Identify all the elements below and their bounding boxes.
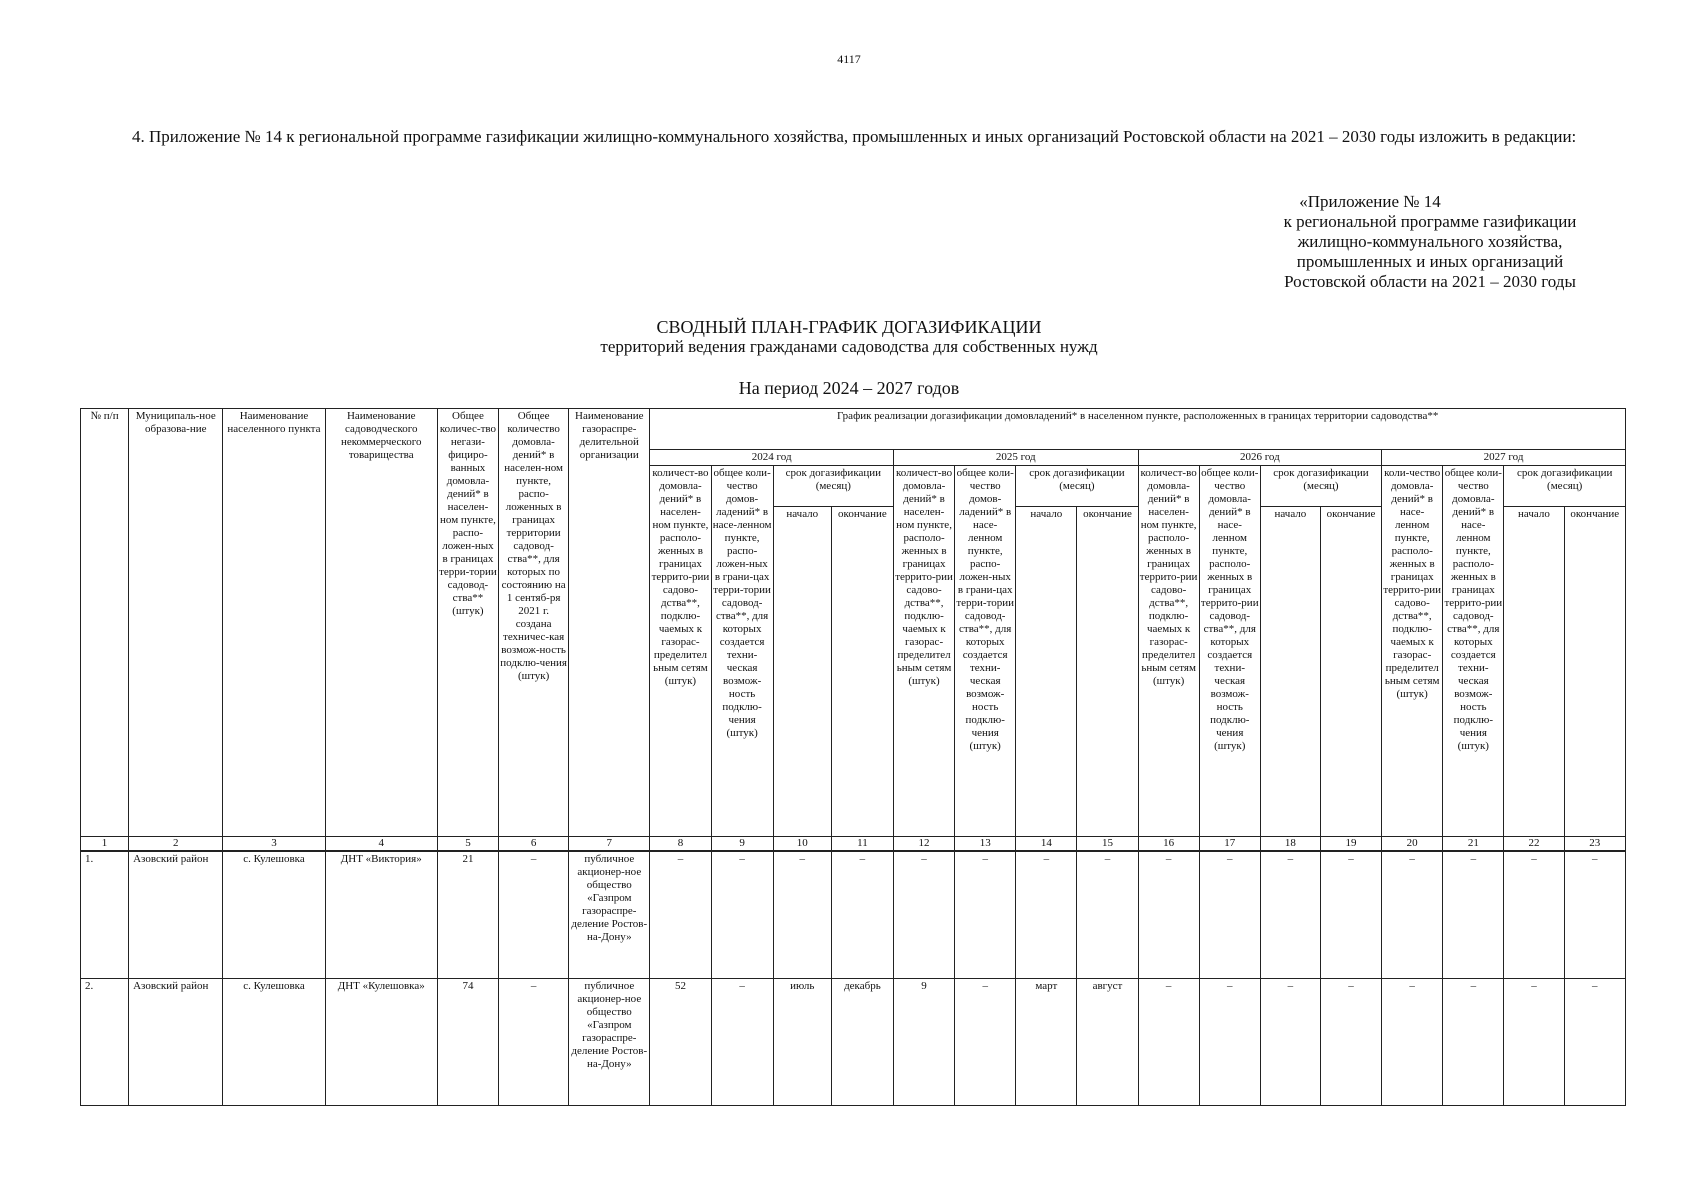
row-num: 1. — [81, 851, 129, 979]
header-num: № п/п — [81, 409, 129, 837]
column-number: 15 — [1077, 837, 1138, 852]
row-cell: – — [1443, 851, 1504, 979]
column-number: 18 — [1260, 837, 1320, 852]
column-number: 16 — [1138, 837, 1199, 852]
column-number: 14 — [1016, 837, 1077, 852]
column-number: 2 — [129, 837, 223, 852]
row-cell: 52 — [650, 979, 711, 1106]
row-cell: – — [1016, 851, 1077, 979]
subheader-total-tech: общее коли-чество домов-ладений* в насе-ленном пункте, распо-ложен-ных в грани-цах терри-тории садовод-ства**, для которых создается техни-ческая возмож-ность подклю-чения (штук) — [955, 466, 1016, 837]
subheader-end: окончание — [1077, 507, 1138, 837]
row-total-tech-possible: – — [499, 979, 569, 1106]
column-number: 10 — [773, 837, 831, 852]
row-cell: – — [773, 851, 831, 979]
column-number: 17 — [1199, 837, 1260, 852]
row-cell: – — [831, 851, 893, 979]
subheader-term: срок догазификации (месяц) — [1260, 466, 1381, 507]
column-number: 19 — [1320, 837, 1381, 852]
appendix-line: Ростовской области на 2021 – 2030 годы — [1284, 272, 1576, 291]
year-2027: 2027 год — [1382, 450, 1626, 466]
row-cell: – — [1564, 851, 1625, 979]
row-cell: – — [955, 851, 1016, 979]
row-cell: – — [711, 851, 773, 979]
row-cell: июль — [773, 979, 831, 1106]
row-cell: – — [1504, 979, 1564, 1106]
subheader-start: начало — [1016, 507, 1077, 837]
table-row — [81, 851, 1626, 979]
row-cell: – — [893, 851, 954, 979]
intro-paragraph: 4. Приложение № 14 к региональной программе газификации жилищно-коммунального хозяйства, промышленных и иных организаций Ростовской области на 2021 – 2030 годы изложить в редакции: — [132, 127, 1577, 146]
row-cell: – — [955, 979, 1016, 1106]
appendix-line: «Приложение № 14 — [1299, 192, 1441, 211]
row-cell: – — [1382, 851, 1443, 979]
column-number: 6 — [499, 837, 569, 852]
row-municipality: Азовский район — [129, 851, 223, 979]
row-cell: декабрь — [831, 979, 893, 1106]
row-settlement: с. Кулешовка — [223, 979, 325, 1106]
page-number: 4117 — [837, 52, 861, 66]
subheader-term: срок догазификации (месяц) — [1504, 466, 1626, 507]
column-number: 8 — [650, 837, 711, 852]
row-cell: август — [1077, 979, 1138, 1106]
header-settlement: Наименование населенного пункта — [223, 409, 325, 837]
appendix-line: промышленных и иных организаций — [1296, 252, 1564, 271]
row-municipality: Азовский район — [129, 979, 223, 1106]
column-number: 13 — [955, 837, 1016, 852]
row-cell: – — [1199, 851, 1260, 979]
row-cell: 9 — [893, 979, 954, 1106]
subheader-term: срок догазификации (месяц) — [773, 466, 893, 507]
row-cell: – — [1320, 851, 1381, 979]
row-cell: – — [1138, 851, 1199, 979]
row-cell: – — [1260, 979, 1320, 1106]
row-cell: – — [650, 851, 711, 979]
column-number: 3 — [223, 837, 325, 852]
column-number: 22 — [1504, 837, 1564, 852]
column-number: 12 — [893, 837, 954, 852]
header-schedule: График реализации догазификации домовладений* в населенном пункте, расположенных в границах территории садоводства** — [650, 409, 1626, 450]
row-partnership: ДНТ «Виктория» — [325, 851, 437, 979]
header-row — [81, 409, 1626, 450]
year-2024: 2024 год — [650, 450, 894, 466]
row-cell: – — [1443, 979, 1504, 1106]
column-number-row — [81, 837, 1626, 852]
column-number: 5 — [437, 837, 498, 852]
subheader-count-connected: коли-чество домовла-дений* в насе-ленном пункте, располо-женных в границах террито-рии садово-дства**, подклю-чаемых к газорас-пределительным сетям (штук) — [1382, 466, 1443, 837]
row-total-tech-possible: – — [499, 851, 569, 979]
column-number: 20 — [1382, 837, 1443, 852]
column-number: 11 — [831, 837, 893, 852]
column-number: 7 — [569, 837, 650, 852]
gasification-schedule-table — [80, 408, 1626, 1106]
subheader-start: начало — [1260, 507, 1320, 837]
subheader-end: окончание — [1320, 507, 1381, 837]
row-total-non-gasified: 74 — [437, 979, 498, 1106]
subheader-start: начало — [1504, 507, 1564, 837]
row-gdo: публичное акционер-ное общество «Газпром газораспре-деление Ростов-на-Дону» — [569, 851, 650, 979]
subheader-total-tech: общее коли-чество домовла-дений* в насе-ленном пункте, располо-женных в границах террито-рии садовод-ства**, для которых создается техни-ческая возмож-ность подклю-чения (штук) — [1199, 466, 1260, 837]
row-cell: – — [711, 979, 773, 1106]
row-cell: – — [1260, 851, 1320, 979]
period-heading: На период 2024 – 2027 годов — [738, 378, 960, 398]
row-cell: – — [1564, 979, 1625, 1106]
header-total-tech-possible: Общее количество домовла-дений* в населен-ном пункте, распо-ложенных в границах территории садовод-ства**, для которых по состоянию на 1 сентяб-ря 2021 г. создана техничес-кая возмож-ность подклю-чения (штук) — [499, 409, 569, 837]
row-cell: – — [1138, 979, 1199, 1106]
row-num: 2. — [81, 979, 129, 1106]
row-cell: – — [1320, 979, 1381, 1106]
column-number: 9 — [711, 837, 773, 852]
document-subtitle: территорий ведения гражданами садоводства для собственных нужд — [600, 337, 1098, 356]
subheader-total-tech: общее коли-чество домов-ладений* в насе-ленном пункте, распо-ложен-ных в грани-цах терри-тории садовод-ства**, для которых создается техни-ческая возмож-ность подклю-чения (штук) — [711, 466, 773, 837]
row-total-non-gasified: 21 — [437, 851, 498, 979]
header-municipality: Муниципаль-ное образова-ние — [129, 409, 223, 837]
row-cell: – — [1382, 979, 1443, 1106]
subheader-start: начало — [773, 507, 831, 837]
appendix-line: к региональной программе газификации — [1283, 212, 1577, 231]
row-cell: – — [1504, 851, 1564, 979]
subheader-end: окончание — [1564, 507, 1625, 837]
column-number: 23 — [1564, 837, 1625, 852]
subheader-end: окончание — [831, 507, 893, 837]
year-2025: 2025 год — [893, 450, 1138, 466]
row-cell: март — [1016, 979, 1077, 1106]
row-settlement: с. Кулешовка — [223, 851, 325, 979]
appendix-heading — [1200, 192, 1660, 292]
header-gdo: Наименование газораспре-делительной организации — [569, 409, 650, 837]
year-2026: 2026 год — [1138, 450, 1382, 466]
subheader-count-connected: количест-во домовла-дений* в населен-ном пункте, располо-женных в границах террито-рии садово-дства**, подклю-чаемых к газорас-пределительным сетям (штук) — [893, 466, 954, 837]
row-cell: – — [1077, 851, 1138, 979]
appendix-line: жилищно-коммунального хозяйства, — [1297, 232, 1563, 251]
table-row — [81, 979, 1626, 1106]
document-title: СВОДНЫЙ ПЛАН-ГРАФИК ДОГАЗИФИКАЦИИ — [656, 317, 1042, 337]
subheader-count-connected: количест-во домовла-дений* в населен-ном пункте, располо-женных в границах террито-рии садово-дства**, подклю-чаемых к газорас-пределительным сетям (штук) — [1138, 466, 1199, 837]
row-cell: – — [1199, 979, 1260, 1106]
column-number: 1 — [81, 837, 129, 852]
subheader-total-tech: общее коли-чество домовла-дений* в насе-ленном пункте, располо-женных в границах террито-рии садовод-ства**, для которых создается техни-ческая возмож-ность подклю-чения (штук) — [1443, 466, 1504, 837]
subheader-term: срок догазификации (месяц) — [1016, 466, 1138, 507]
column-number: 21 — [1443, 837, 1504, 852]
row-partnership: ДНТ «Кулешовка» — [325, 979, 437, 1106]
subheader-count-connected: количест-во домовла-дений* в населен-ном пункте, располо-женных в границах террито-рии садово-дства**, подклю-чаемых к газорас-пределительным сетям (штук) — [650, 466, 711, 837]
header-partnership: Наименование садоводческого некоммерческого товарищества — [325, 409, 437, 837]
column-number: 4 — [325, 837, 437, 852]
header-total-non-gasified: Общее количес-тво негази-фициро-ванных домовла-дений* в населен-ном пункте, распо-ложен-ных в границах терри-тории садовод-ства** (штук) — [437, 409, 498, 837]
row-gdo: публичное акционер-ное общество «Газпром газораспре-деление Ростов-на-Дону» — [569, 979, 650, 1106]
